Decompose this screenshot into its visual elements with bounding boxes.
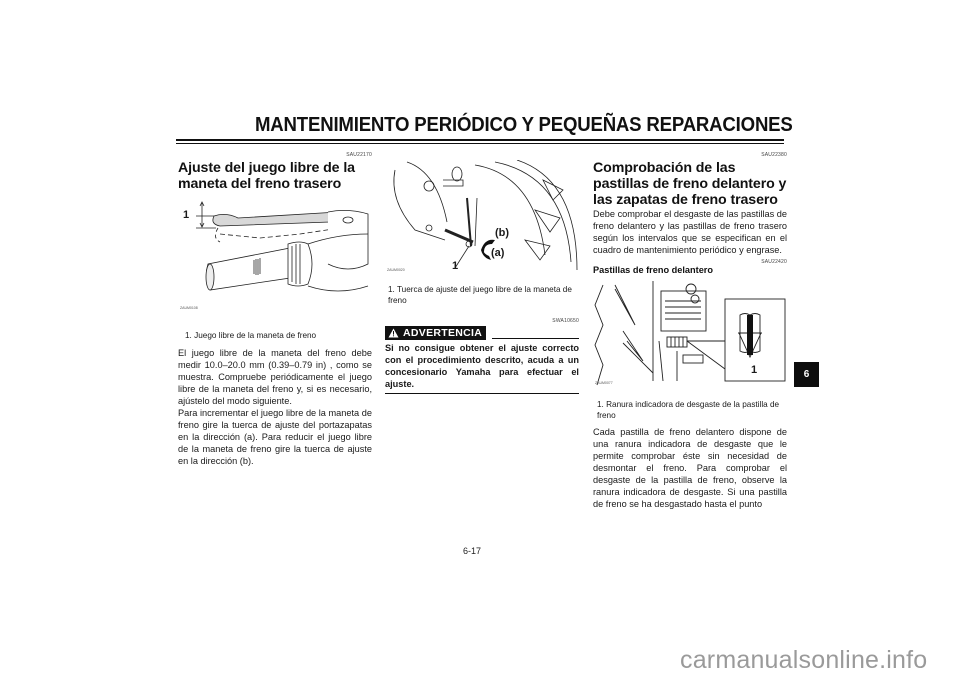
brake-lever-figure xyxy=(178,194,372,326)
caption-text: Juego libre de la maneta de freno xyxy=(194,331,317,340)
figure-caption xyxy=(385,284,579,306)
subsection-heading: Pastillas de freno delantero xyxy=(593,265,713,275)
page-number: 6-17 xyxy=(463,546,482,556)
section-code: SAU22170 xyxy=(346,152,372,158)
figure-caption xyxy=(593,399,787,421)
callout-1: 1 xyxy=(452,260,459,272)
warning-box xyxy=(385,318,579,394)
caption-number: 1. xyxy=(597,400,604,409)
warning-label: ADVERTENCIA xyxy=(403,327,483,339)
chapter-tab: 6 xyxy=(794,362,819,387)
section-heading: Ajuste del juego libre de la maneta del freno trasero xyxy=(178,160,355,192)
warning-code: SWA10650 xyxy=(552,318,579,324)
caption-number: 1. xyxy=(185,331,192,340)
caption-number: 1. xyxy=(388,285,395,294)
intro-paragraph: Debe comprobar el desgaste de las pastillas de freno delantero y las pastillas de freno trasero según los intervalos que se especifican en el cuadro de mantenimiento periódico y engrase. xyxy=(593,209,787,255)
subsection-code: SAU22420 xyxy=(761,259,787,265)
label-a: (a) xyxy=(491,247,505,259)
figure-code: ZAUM0077 xyxy=(595,381,613,385)
brake-lever-illustration xyxy=(178,194,372,326)
section-heading: Comprobación de las pastillas de freno delantero y las zapatas de freno trasero xyxy=(593,160,787,208)
callout-1: 1 xyxy=(183,209,190,221)
figure-caption xyxy=(178,330,372,341)
left-column xyxy=(178,152,372,467)
brake-pad-figure xyxy=(593,281,787,389)
paragraph: El juego libre de la maneta del freno debe medir 10.0–20.0 mm (0.39–0.79 in) , como se muestra. Compruebe periódicamente el juego libre de la maneta del freno y, si es necesario, ajústelo del modo siguiente. xyxy=(178,348,372,406)
figure-code: ZAUM0108 xyxy=(180,306,198,310)
right-column xyxy=(593,152,787,510)
brake-adjust-illustration xyxy=(385,160,579,278)
middle-column xyxy=(385,160,579,394)
paragraph: Cada pastilla de freno delantero dispone de una ranura indicadora de desgaste que le permite comprobar éste sin necesidad de desmontar el freno. Para comprobar el desgaste de la pastilla de freno, observe la ranura indicadora de desgaste. Si una pastilla de freno se ha desgastado hasta el punto xyxy=(593,427,787,509)
title-rule-thin xyxy=(176,143,784,144)
paragraph: Para incrementar el juego libre de la maneta de freno gire la tuerca de ajuste del portazapatas en la dirección (a). Para reducir el juego libre de la maneta de freno gire la tuerca de ajuste en la dirección (b). xyxy=(178,408,372,466)
label-b: (b) xyxy=(495,227,510,239)
warning-text: Si no consigue obtener el ajuste correcto con el procedimiento descrito, acuda a un concesionario Yamaha para efectuar el ajuste. xyxy=(385,342,579,394)
warning-badge xyxy=(385,326,486,340)
caption-text: Ranura indicadora de desgaste de la pastilla de freno xyxy=(597,400,780,420)
figure-code: ZAUM0020 xyxy=(387,268,405,272)
page-title: MANTENIMIENTO PERIÓDICO Y PEQUEÑAS REPARACIONES xyxy=(255,114,793,136)
watermark: carmanualsonline.info xyxy=(680,646,928,674)
brake-pad-illustration xyxy=(593,281,787,389)
warning-rule xyxy=(492,338,579,339)
callout-1: 1 xyxy=(751,364,758,376)
caption-text: Tuerca de ajuste del juego libre de la maneta de freno xyxy=(388,285,572,305)
warning-triangle-icon xyxy=(388,328,399,338)
brake-adjust-figure xyxy=(385,160,579,278)
section-code: SAU22380 xyxy=(761,152,787,158)
title-rule xyxy=(176,139,784,141)
